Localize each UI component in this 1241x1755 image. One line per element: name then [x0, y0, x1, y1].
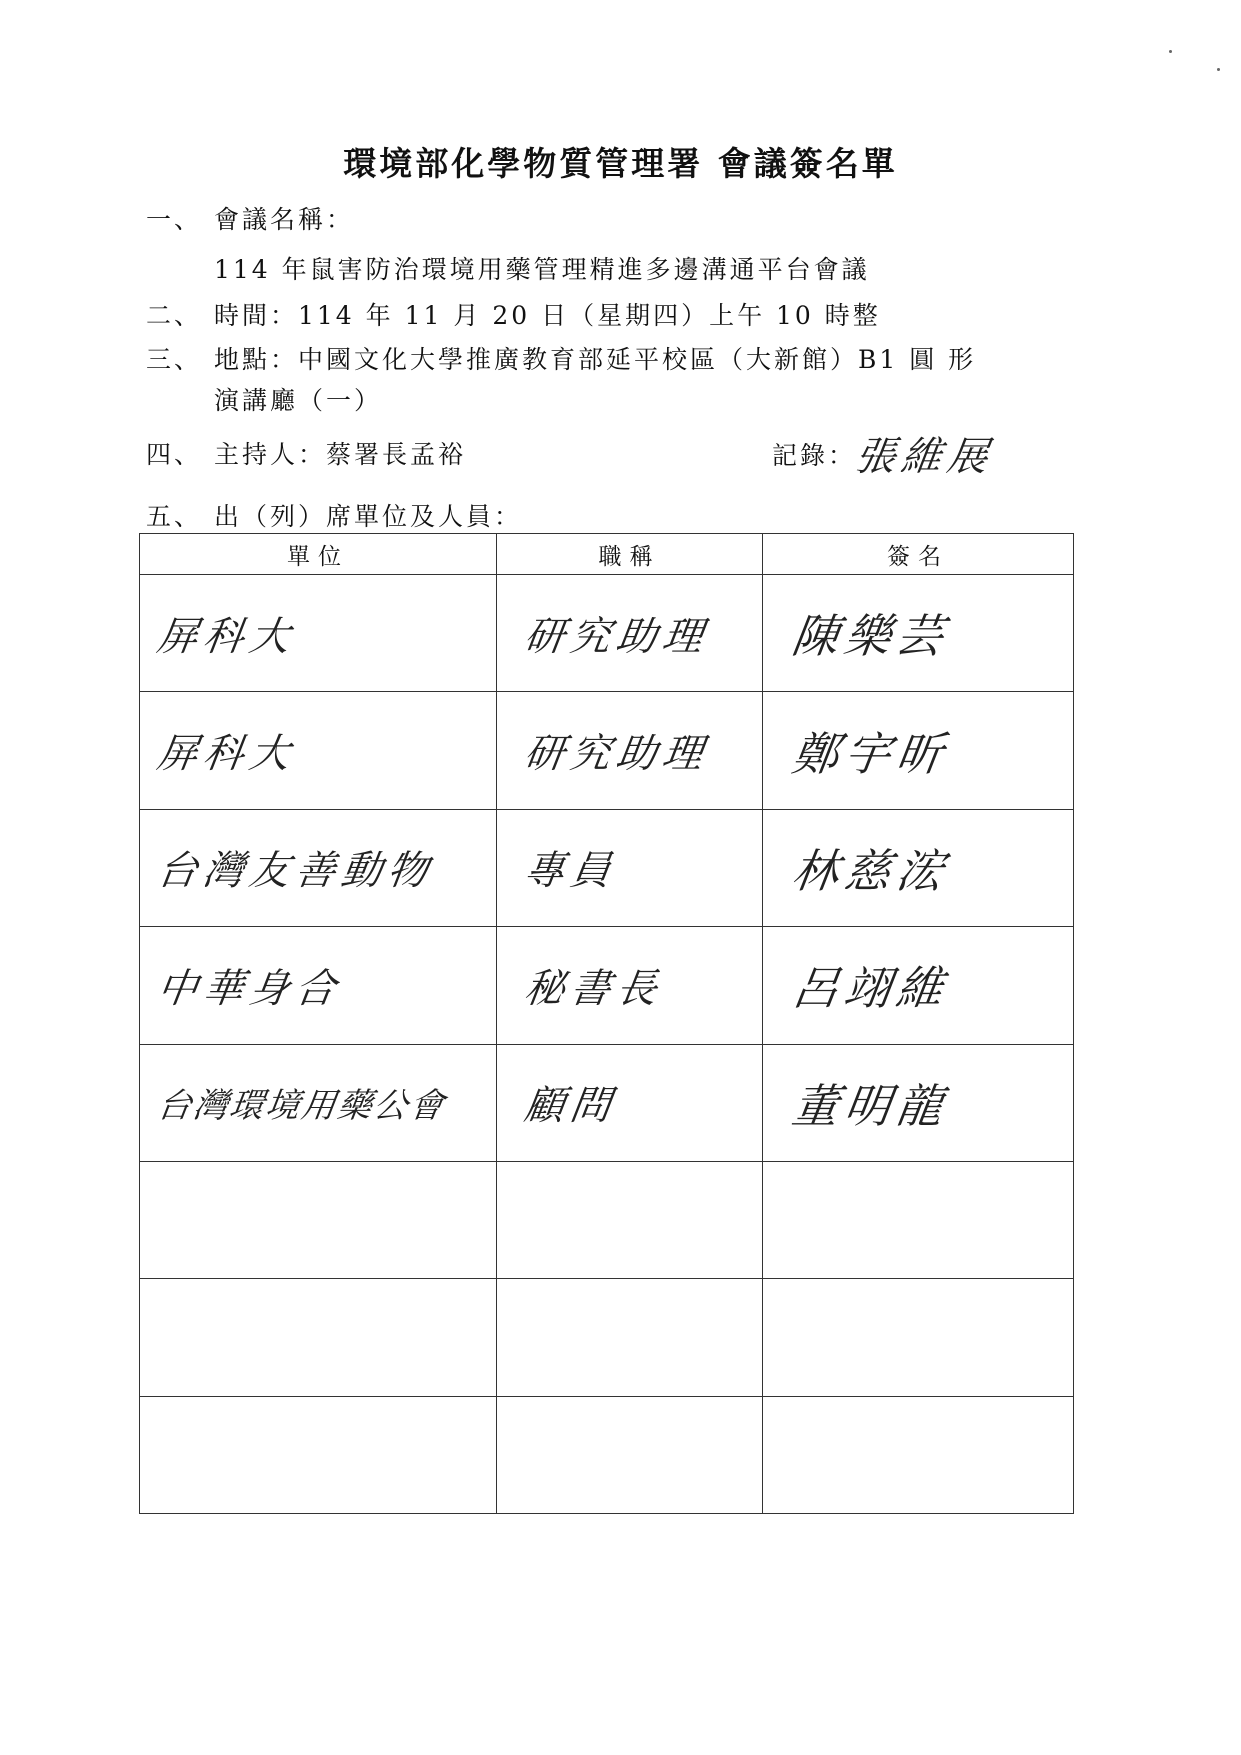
signature-handwriting: 林慈浤: [788, 843, 953, 898]
item-number: 四、: [146, 440, 203, 469]
unit-handwriting: 台灣環境用藥公會: [154, 1086, 449, 1127]
signature-handwriting: 呂翊維: [788, 961, 953, 1016]
sign-in-table: [139, 533, 1074, 1514]
location-text: 地點：中國文化大學推廣教育部延平校區（大新館）B1 圓 形: [214, 345, 977, 374]
title-cell: [497, 1161, 763, 1278]
unit-cell: [140, 1396, 497, 1513]
host-text: 主持人：蔡署長孟裕: [214, 440, 467, 469]
header-signature: 簽名: [763, 534, 1074, 575]
unit-handwriting: 屏科大: [154, 613, 299, 660]
header-title: 職稱: [497, 534, 763, 575]
unit-cell: [140, 1279, 497, 1396]
scan-speck: [1169, 50, 1172, 53]
signature-cell: [763, 575, 1074, 692]
signature-handwriting: 董明龍: [788, 1078, 953, 1133]
table-row: [140, 927, 1074, 1044]
unit-cell: [140, 927, 497, 1044]
table-header-row: [140, 534, 1074, 575]
recorder: [772, 425, 997, 482]
time-text: 時間：114 年 11 月 20 日（星期四）上午 10 時整: [214, 301, 881, 330]
title-cell: [497, 1044, 763, 1161]
title-handwriting: 專員: [521, 848, 620, 895]
meeting-name-label: 會議名稱：: [214, 205, 355, 234]
signature-cell: [763, 1396, 1074, 1513]
host-line: [146, 435, 466, 471]
signature-cell: [763, 1044, 1074, 1161]
table-row: [140, 1396, 1074, 1513]
time-line: [146, 296, 881, 332]
unit-handwriting: 台灣友善動物: [154, 848, 437, 895]
title-cell: [497, 1279, 763, 1396]
item-number: 二、: [146, 301, 203, 330]
title-cell: [497, 692, 763, 809]
signature-cell: [763, 692, 1074, 809]
page-title: 環境部化學物質管理署 會議簽名單: [343, 144, 898, 183]
signature-cell: [763, 1161, 1074, 1278]
title-handwriting: 研究助理: [521, 731, 712, 778]
unit-cell: [140, 809, 497, 926]
attendees-text: 出（列）席單位及人員：: [214, 502, 523, 531]
meeting-name-value: 114 年鼠害防治環境用藥管理精進多邊溝通平台會議: [214, 255, 870, 284]
recorder-label: 記錄：: [772, 441, 857, 470]
unit-cell: [140, 1161, 497, 1278]
unit-handwriting: 中華身合: [154, 965, 345, 1012]
item-number: 三、: [146, 345, 203, 374]
table-row: [140, 1279, 1074, 1396]
signature-handwriting: 鄭宇昕: [788, 726, 953, 781]
table-row: [140, 809, 1074, 926]
title-handwriting: 研究助理: [521, 613, 712, 660]
table-row: [140, 692, 1074, 809]
table-row: [140, 1161, 1074, 1278]
table-row: [140, 575, 1074, 692]
scan-speck: [1217, 68, 1220, 71]
table-row: [140, 1044, 1074, 1161]
location-line: [146, 340, 976, 376]
title-cell: [497, 575, 763, 692]
title-cell: [497, 1396, 763, 1513]
meeting-name-line: [146, 200, 354, 236]
unit-cell: [140, 575, 497, 692]
item-number: 五、: [146, 502, 203, 531]
unit-handwriting: 屏科大: [154, 731, 299, 778]
header-unit: 單位: [140, 534, 497, 575]
attendees-line: [146, 497, 522, 533]
unit-cell: [140, 1044, 497, 1161]
unit-cell: [140, 692, 497, 809]
signature-cell: [763, 927, 1074, 1044]
signature-handwriting: 陳樂芸: [788, 609, 953, 664]
signature-cell: [763, 809, 1074, 926]
title-handwriting: 顧問: [521, 1083, 620, 1130]
title-cell: [497, 927, 763, 1044]
title-handwriting: 秘書長: [521, 965, 666, 1012]
location-text-continued: 演講廳（一）: [214, 386, 383, 415]
title-cell: [497, 809, 763, 926]
recorder-signature: 張維展: [852, 434, 997, 480]
item-number: 一、: [146, 205, 203, 234]
signature-cell: [763, 1279, 1074, 1396]
